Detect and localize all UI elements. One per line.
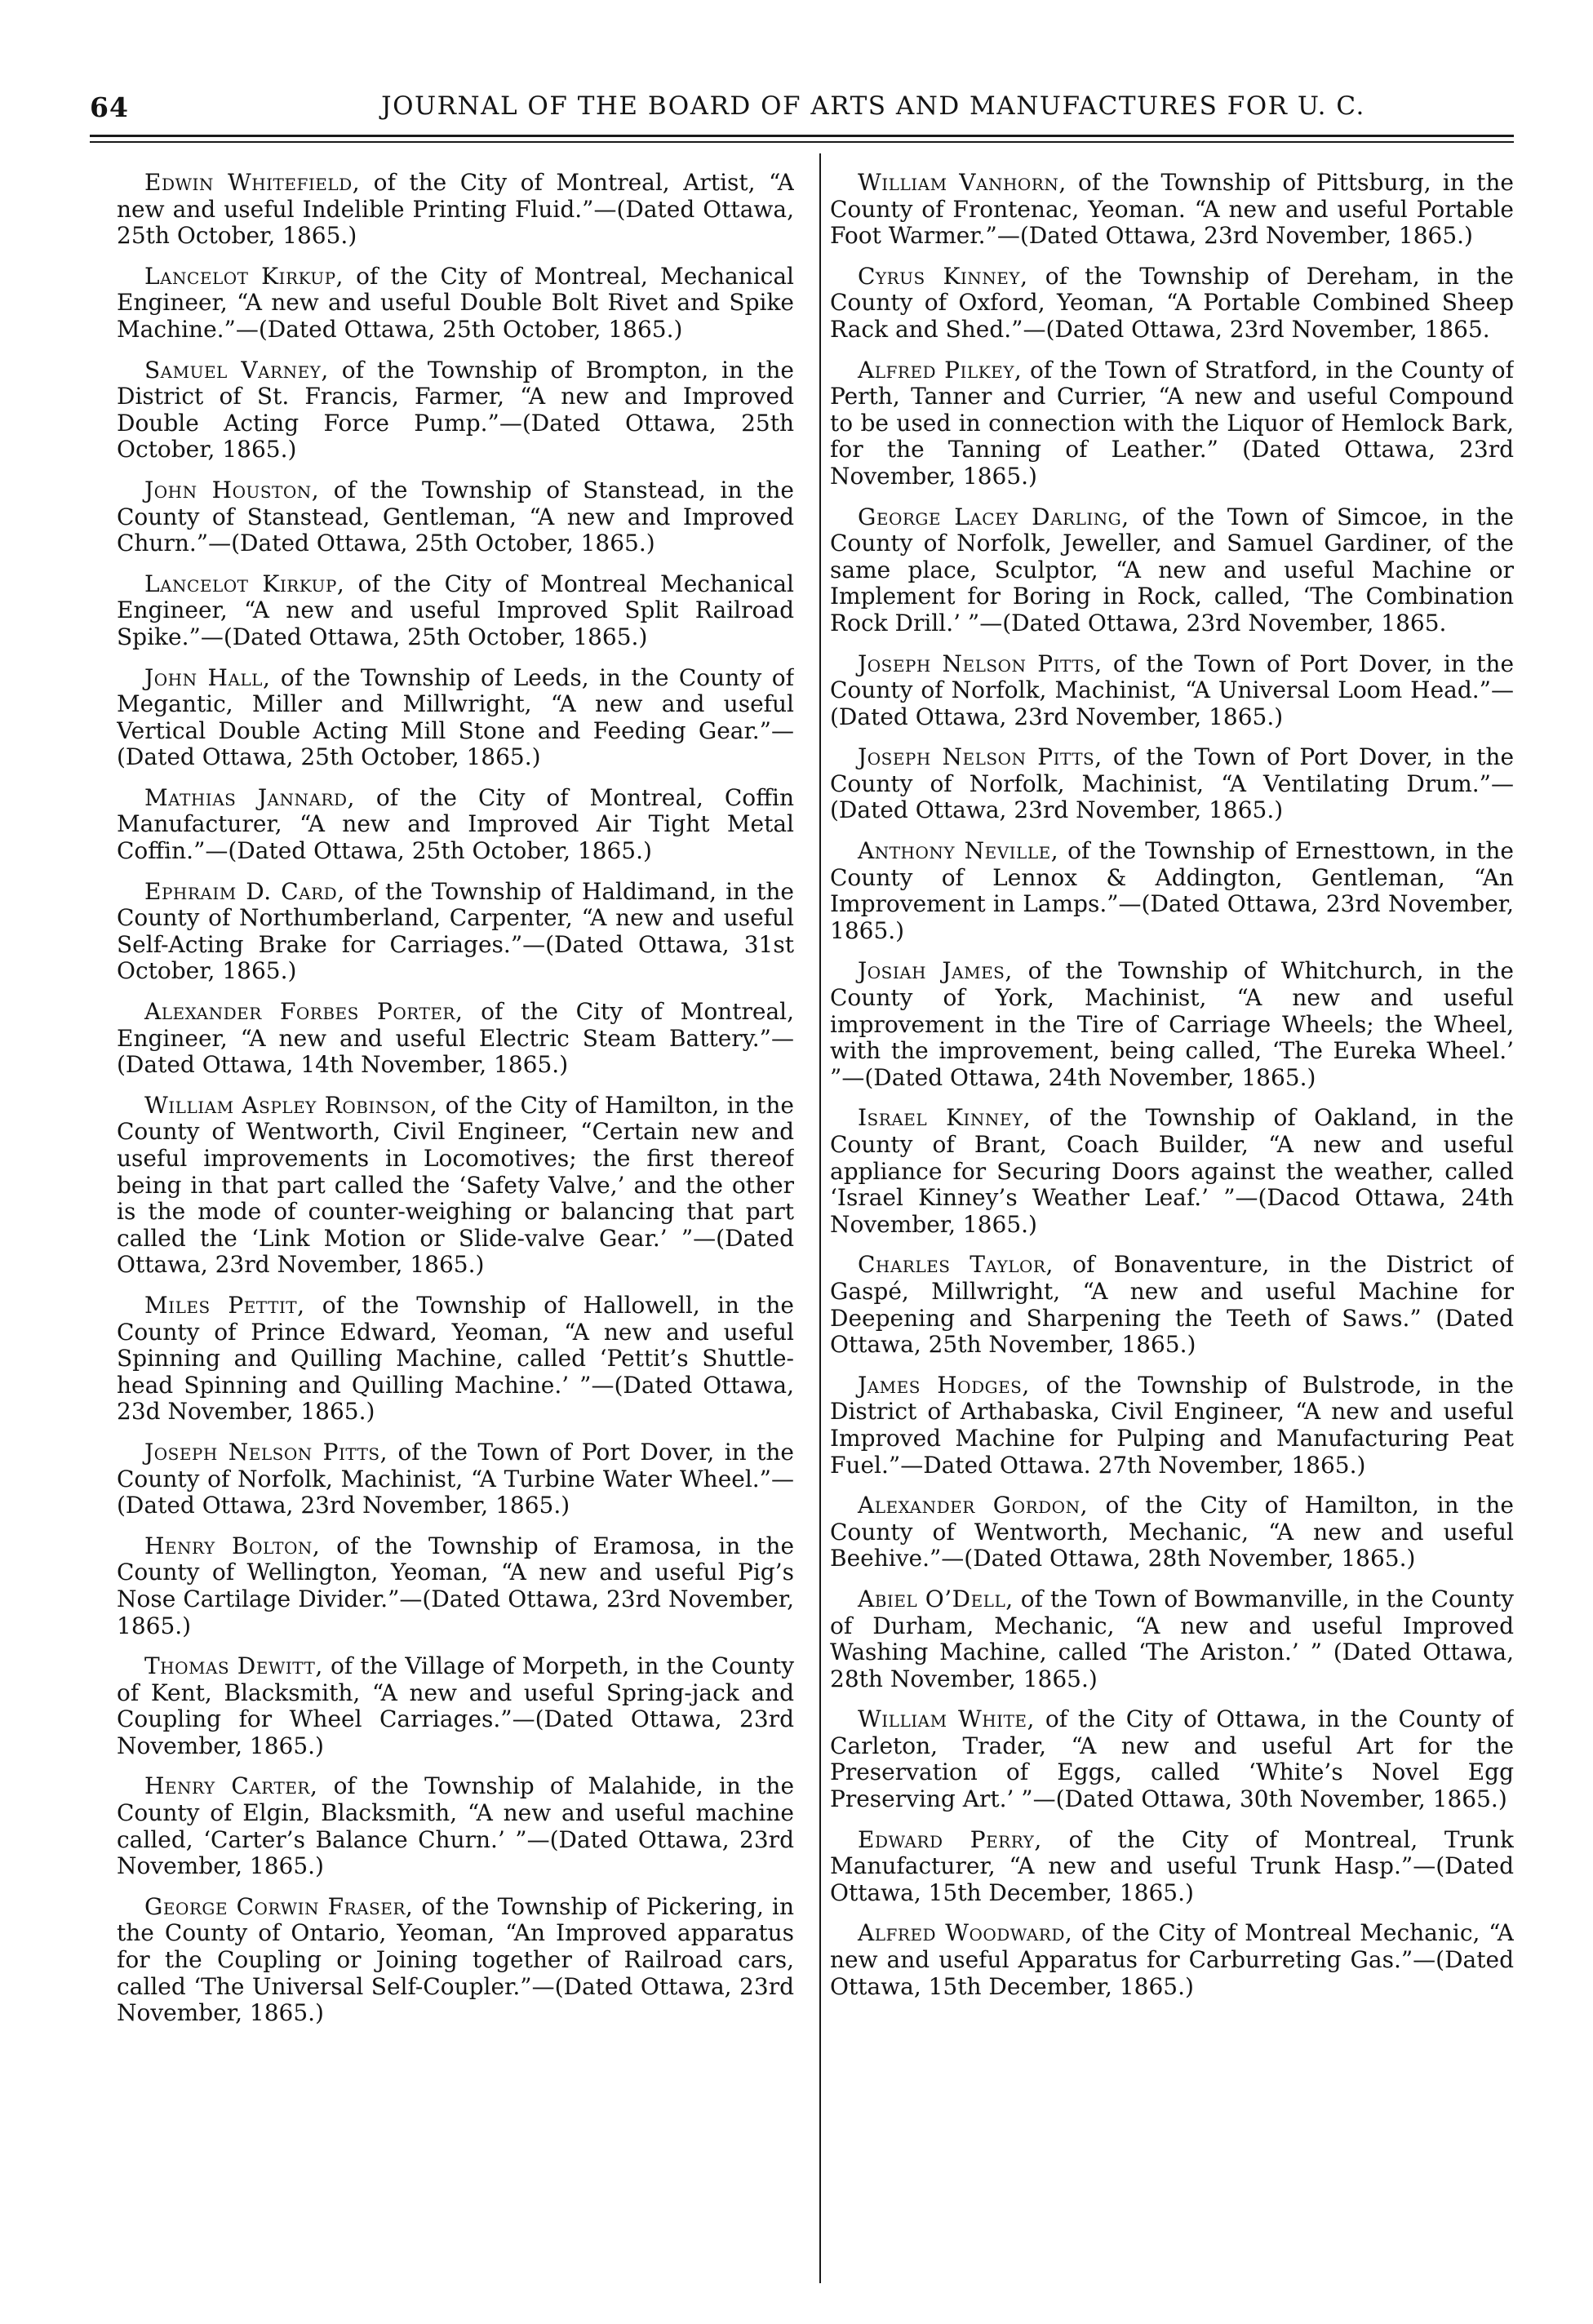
patent-entry bbox=[117, 1533, 794, 1639]
inventor-name: Charles Taylor, bbox=[858, 1251, 1054, 1279]
inventor-name: George Lacey Darling, bbox=[858, 503, 1129, 530]
patent-entry bbox=[117, 571, 794, 651]
page-number: 64 bbox=[90, 91, 129, 123]
patent-description: of the Township of Hallowell, in the County of Prince Edward, Yeoman, “A new and useful Spinning and Quilling Machine, called ‘Pettit’s Shuttle-head Spinning and Quilling Machine.’ ”—(Dated Ottawa, 23d November, 1865.) bbox=[117, 1291, 794, 1426]
patent-entry bbox=[117, 1293, 794, 1426]
right-column bbox=[830, 170, 1514, 2291]
inventor-name: Henry Bolton, bbox=[144, 1532, 321, 1559]
patent-description: of the Township of Whitchurch, in the County of York, Machinist, “A new and useful improvement in the Tire of Carriage Wheels; the Wheel, with the improvement, being called, ‘The Eureka Wheel.’ ”—(Dated Ottawa, 24th November, 1865.) bbox=[830, 957, 1514, 1091]
patent-description: of the Township of Ernesttown, in the County of Lennox & Addington, Gentleman, “An Improvement in Lamps.”—(Dated Ottawa, 23rd November, 1865.) bbox=[830, 837, 1514, 944]
patent-entry bbox=[830, 651, 1514, 731]
inventor-name: William Vanhorn, bbox=[858, 170, 1067, 196]
patent-entry bbox=[117, 785, 794, 865]
patent-entry bbox=[117, 170, 794, 250]
inventor-name: James Hodges, bbox=[858, 1371, 1030, 1399]
patent-entry bbox=[830, 1105, 1514, 1238]
patent-entry bbox=[117, 1773, 794, 1879]
patent-entry bbox=[830, 1373, 1514, 1479]
patent-entry bbox=[830, 170, 1514, 250]
patent-description: of the City of Montreal, Engineer, “A new and useful Electric Steam Battery.”—(Dated Ottawa, 14th November, 1865.) bbox=[117, 998, 794, 1079]
inventor-name: Lancelot Kirkup, bbox=[144, 262, 344, 290]
patent-entry bbox=[117, 879, 794, 985]
patent-description: of the City of Montreal, Mechanical Engineer, “A new and useful Double Bolt Rivet and Spike Machine.”—(Dated Ottawa, 25th October, 1865.) bbox=[117, 262, 794, 343]
patent-entry bbox=[830, 958, 1514, 1091]
patent-entry bbox=[830, 1920, 1514, 2000]
patent-entry bbox=[830, 504, 1514, 637]
patent-entry bbox=[117, 1653, 794, 1759]
inventor-name: William Aspley Robinson, bbox=[144, 1091, 438, 1119]
inventor-name: Joseph Nelson Pitts, bbox=[858, 650, 1103, 677]
patent-entry bbox=[830, 744, 1514, 824]
column-divider bbox=[819, 153, 821, 2283]
inventor-name: Israel Kinney, bbox=[858, 1104, 1032, 1132]
inventor-name: George Corwin Fraser, bbox=[144, 1892, 414, 1920]
patent-entry bbox=[830, 1492, 1514, 1572]
patent-description: of the City of Hamilton, in the County of Wentworth, Mechanic, “A new and useful Beehive.”—(Dated Ottawa, 28th November, 1865.) bbox=[830, 1492, 1514, 1572]
header-rule-bottom bbox=[90, 141, 1514, 143]
patent-description: of the City of Ottawa, in the County of Carleton, Trader, “A new and useful Art for the Preservation of Eggs, called ‘White’s Novel Egg Preserving Art.’ ”—(Dated Ottawa, 30th November, 1865.) bbox=[830, 1705, 1514, 1813]
patent-description: of the Township of Pickering, in the County of Ontario, Yeoman, “An Improved apparatus for the Coupling or Joining together of Railroad cars, called ‘The Universal Self-Coupler.”—(Dated Ottawa, 23rd November, 1865.) bbox=[117, 1892, 794, 2027]
patent-description: of the Township of Dereham, in the County of Oxford, Yeoman, “A Portable Combined Sheep Rack and Shed.”—(Dated Ottawa, 23rd November, 1865. bbox=[830, 262, 1514, 343]
patent-description: of the Township of Malahide, in the County of Elgin, Blacksmith, “A new and useful machine called, ‘Carter’s Balance Churn.’ ”—(Dated Ottawa, 23rd November, 1865.) bbox=[117, 1772, 794, 1880]
patent-description: of the Township of Pittsburg, in the County of Frontenac, Yeoman. “A new and useful Portable Foot Warmer.”—(Dated Ottawa, 23rd November, 1865.) bbox=[830, 170, 1514, 250]
inventor-name: Miles Pettit, bbox=[144, 1291, 305, 1319]
patent-entry bbox=[117, 665, 794, 771]
inventor-name: Edwin Whitefield, bbox=[144, 170, 361, 196]
inventor-name: Josiah James, bbox=[858, 957, 1013, 985]
patent-description: of the Township of Eramosa, in the County of Wellington, Yeoman, “A new and useful Pig’s Nose Cartilage Divider.”—(Dated Ottawa, 23rd November, 1865.) bbox=[117, 1532, 794, 1639]
patent-entry bbox=[117, 477, 794, 557]
patent-entry bbox=[830, 838, 1514, 944]
patent-description: of the Township of Leeds, in the County of Megantic, Miller and Millwright, “A new and useful Vertical Double Acting Mill Stone and Feeding Gear.”—(Dated Ottawa, 25th October, 1865.) bbox=[117, 663, 794, 771]
left-column bbox=[117, 170, 794, 2291]
inventor-name: Joseph Nelson Pitts, bbox=[144, 1438, 388, 1466]
inventor-name: William White, bbox=[858, 1705, 1035, 1733]
patent-description: of the Township of Haldimand, in the County of Northumberland, Carpenter, “A new and useful Self-Acting Brake for Carriages.”—(Dated Ottawa, 31st October, 1865.) bbox=[117, 877, 794, 985]
patent-description: of the Town of Port Dover, in the County of Norfolk, Machinist, “A Turbine Water Wheel.”—(Dated Ottawa, 23rd November, 1865.) bbox=[117, 1438, 794, 1519]
patent-entry bbox=[830, 357, 1514, 490]
patent-description: of the Village of Morpeth, in the County of Kent, Blacksmith, “A new and useful Spring-jack and Coupling for Wheel Carriages.”—(Dated Ottawa, 23rd November, 1865.) bbox=[117, 1652, 794, 1759]
patent-entry bbox=[117, 1439, 794, 1519]
inventor-name: Anthony Neville, bbox=[858, 837, 1059, 865]
patent-entry bbox=[830, 1706, 1514, 1812]
patent-description: of the City of Montreal Mechanical Engineer, “A new and useful Improved Split Railroad Spike.”—(Dated Ottawa, 25th October, 1865.) bbox=[117, 570, 794, 650]
inventor-name: Joseph Nelson Pitts, bbox=[858, 743, 1103, 771]
patent-description: of the Township of Oakland, in the County of Brant, Coach Builder, “A new and useful appliance for Securing Doors against the weather, called ‘Israel Kinney’s Weather Leaf.’ ”—(Dacod Ottawa, 24th November, 1865.) bbox=[830, 1104, 1514, 1238]
header-rule-top bbox=[90, 135, 1514, 137]
patent-description: of the Township of Bulstrode, in the District of Arthabaska, Civil Engineer, “A new and useful Improved Machine for Pulping and Manufacturing Peat Fuel.”—Dated Ottawa. 27th November, 1865.) bbox=[830, 1371, 1514, 1479]
patent-description: of the Town of Port Dover, in the County of Norfolk, Machinist, “A Universal Loom Head.”—(Dated Ottawa, 23rd November, 1865.) bbox=[830, 650, 1514, 730]
inventor-name: Henry Carter, bbox=[144, 1772, 318, 1800]
inventor-name: John Hall, bbox=[144, 663, 271, 691]
patent-entry bbox=[117, 999, 794, 1079]
inventor-name: Mathias Jannard, bbox=[144, 783, 355, 811]
patent-description: of the Township of Stanstead, in the County of Stanstead, Gentleman, “A new and Improved Churn.”—(Dated Ottawa, 25th October, 1865.) bbox=[117, 476, 794, 557]
inventor-name: Alfred Woodward, bbox=[858, 1919, 1073, 1947]
patent-description: of the Town of Simcoe, in the County of Norfolk, Jeweller, and Samuel Gardiner, of the same place, Sculptor, “A new and useful Machine or Implement for Boring in Rock, called, ‘The Combination Rock Drill.’ ”—(Dated Ottawa, 23rd November, 1865. bbox=[830, 503, 1514, 636]
patent-entry bbox=[117, 357, 794, 463]
patent-entry bbox=[830, 1252, 1514, 1358]
inventor-name: Thomas Dewitt, bbox=[144, 1652, 323, 1680]
inventor-name: Edward Perry, bbox=[858, 1825, 1042, 1853]
inventor-name: Alexander Gordon, bbox=[858, 1492, 1088, 1519]
patent-description: of the City of Montreal, Artist, “A new and useful Indelible Printing Fluid.”—(Dated Ottawa, 25th October, 1865.) bbox=[117, 170, 794, 250]
patent-description: of the City of Montreal Mechanic, “A new and useful Apparatus for Carburreting Gas.”—(Dated Ottawa, 15th December, 1865.) bbox=[830, 1919, 1514, 2000]
inventor-name: Ephraim D. Card, bbox=[144, 877, 345, 905]
inventor-name: John Houston, bbox=[144, 476, 320, 503]
patent-entry bbox=[117, 264, 794, 344]
page-header bbox=[90, 91, 1514, 132]
patent-entry bbox=[117, 1093, 794, 1279]
patent-description: of the Township of Brompton, in the District of St. Francis, Farmer, “A new and Improved Double Acting Force Pump.”—(Dated Ottawa, 25th October, 1865.) bbox=[117, 356, 794, 463]
patent-description: of Bonaventure, in the District of Gaspé, Millwright, “A new and useful Machine for Deepening and Sharpening the Teeth of Saws.” (Dated Ottawa, 25th November, 1865.) bbox=[830, 1251, 1514, 1359]
inventor-name: Abiel O’Dell, bbox=[858, 1585, 1014, 1612]
patent-description: of the City of Montreal, Coffin Manufacturer, “A new and Improved Air Tight Metal Coffin.”—(Dated Ottawa, 25th October, 1865.) bbox=[117, 783, 794, 865]
inventor-name: Alexander Forbes Porter, bbox=[144, 998, 464, 1026]
patent-description: of the Town of Stratford, in the County of Perth, Tanner and Currier, “A new and useful Compound to be used in connection with the Liquor of Hemlock Bark, for the Tanning of Leather.” (Dated Ottawa, 23rd November, 1865.) bbox=[830, 356, 1514, 490]
inventor-name: Alfred Pilkey, bbox=[858, 356, 1023, 384]
running-title: JOURNAL OF THE BOARD OF ARTS AND MANUFACTURES FOR U. C. bbox=[381, 91, 1365, 121]
patent-entry bbox=[117, 1894, 794, 2027]
patent-description: of the City of Hamilton, in the County of Wentworth, Civil Engineer, “Certain new and useful improvements in Locomotives; the first thereof being in that part called the ‘Safety Valve,’ and the other is the mode of counter-weighing or balancing that part called the ‘Link Motion or Slide-valve Gear.’ ”—(Dated Ottawa, 23rd November, 1865.) bbox=[117, 1091, 794, 1279]
patent-entry bbox=[830, 264, 1514, 344]
inventor-name: Samuel Varney, bbox=[144, 356, 329, 384]
patent-description: of the City of Montreal, Trunk Manufacturer, “A new and useful Trunk Hasp.”—(Dated Ottawa, 15th December, 1865.) bbox=[830, 1825, 1514, 1906]
inventor-name: Cyrus Kinney, bbox=[858, 262, 1028, 290]
patent-entry bbox=[830, 1586, 1514, 1692]
patent-entry bbox=[830, 1827, 1514, 1907]
patent-description: of the Town of Bowmanville, in the County of Durham, Mechanic, “A new and useful Improved Washing Machine, called ‘The Ariston.’ ” (Dated Ottawa, 28th November, 1865.) bbox=[830, 1585, 1514, 1692]
patent-description: of the Town of Port Dover, in the County of Norfolk, Machinist, “A Ventilating Drum.”—(Dated Ottawa, 23rd November, 1865.) bbox=[830, 743, 1514, 824]
inventor-name: Lancelot Kirkup, bbox=[144, 570, 345, 597]
